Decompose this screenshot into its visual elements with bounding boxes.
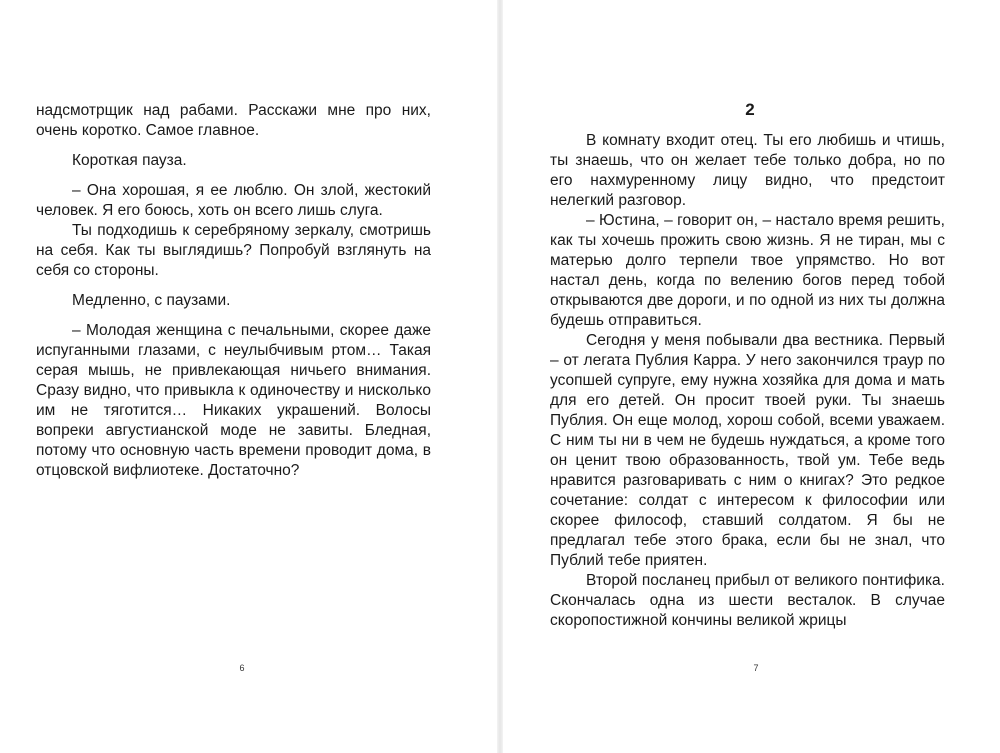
paragraph: Ты подходишь к серебряному зеркалу, смотришь на себя. Как ты выглядишь? Попробуй взглянуть на себя со стороны.	[36, 222, 431, 279]
chapter-number: 2	[745, 100, 755, 119]
paragraph: – Юстина, – говорит он, – настало время решить, как ты хочешь прожить свою жизнь. Я не тиран, мы с матерью долго терпели твое упрямство. Но вот настал день, когда по велению богов перед тобой открываются две дороги, и по одной из них ты должна будешь отправиться.	[550, 212, 945, 329]
page-number: 6	[239, 663, 245, 673]
paragraph: – Она хорошая, я ее люблю. Он злой, жестокий человек. Я его боюсь, хоть он всего лишь слуга.	[36, 182, 431, 219]
right-page-text	[550, 131, 945, 631]
paragraph: надсмотрщик над рабами. Расскажи мне про них, очень коротко. Самое главное.	[36, 102, 431, 139]
paragraph: – Молодая женщина с печальными, скорее даже испуганными глазами, с неулыбчивым ртом… Такая серая мышь, не привлекающая ничьего внимания. Сразу видно, что привыкла к одиночеству и нисколько им не тяготится… Никаких украшений. Волосы вопреки августианской моде не завиты. Бледная, потому что основную часть времени проводит дома, в отцовской вифлиотеке. Достаточно?	[36, 322, 431, 479]
paragraph: Сегодня у меня побывали два вестника. Первый – от легата Публия Карра. У него закончился траур по усопшей супруге, ему нужна хозяйка для дома и мать для его детей. Он просит твоей руки. Ты знаешь Публия. Он еще молод, хорош собой, всеми уважаем. С ним ты ни в чем не будешь нуждаться, а кроме того он ценит твою образованность, твой ум. Тебе ведь нравится разговаривать с ним о книгах? Это редкое сочетание: солдат с интересом к философии или скорее философ, ставший солдатом. Я бы не предлагал тебе этого брака, если бы не знал, что Публий тебе приятен.	[550, 332, 945, 569]
book-gutter	[497, 0, 503, 753]
paragraph: Медленно, с паузами.	[72, 292, 231, 309]
right-page	[500, 0, 1000, 753]
page-number: 7	[753, 663, 759, 673]
paragraph: Второй посланец прибыл от великого понтифика. Скончалась одна из шести весталок. В случае скоропостижной кончины великой жрицы	[550, 572, 945, 629]
paragraph: Короткая пауза.	[72, 152, 187, 169]
paragraph: В комнату входит отец. Ты его любишь и чтишь, ты знаешь, что он желает тебе только добра, но по его нахмуренному лицу видно, что предстоит нелегкий разговор.	[550, 132, 945, 209]
left-page-text	[36, 101, 431, 481]
